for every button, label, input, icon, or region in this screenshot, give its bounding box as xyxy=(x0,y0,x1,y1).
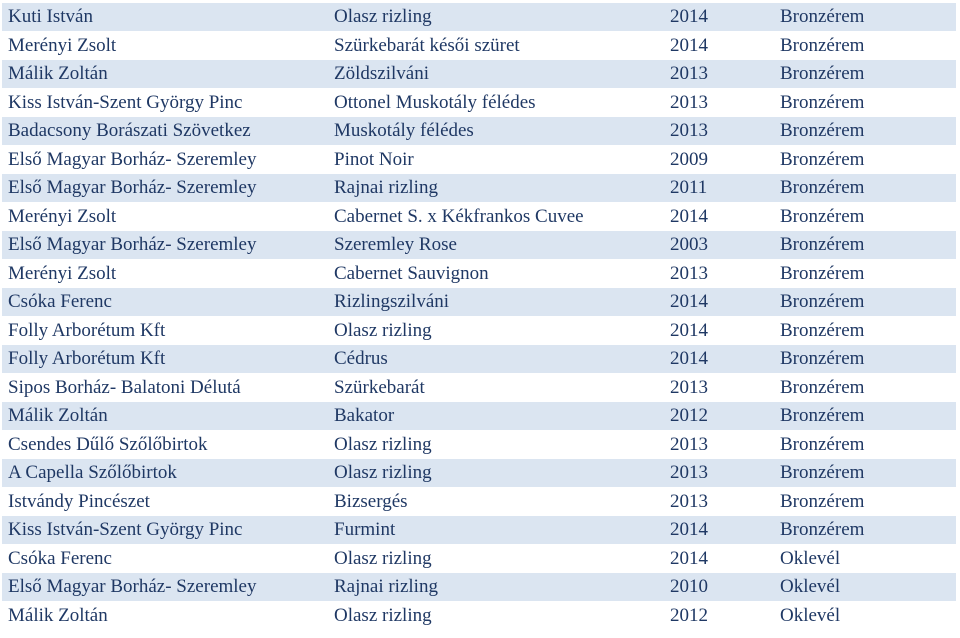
producer-cell: Első Magyar Borház- Szeremley xyxy=(2,231,328,260)
wine-cell: Pinot Noir xyxy=(328,145,662,174)
wine-cell: Olasz rizling xyxy=(328,544,662,573)
table-row xyxy=(2,402,956,431)
year-cell: 2013 xyxy=(662,117,772,146)
producer-cell: Kuti István xyxy=(2,3,328,32)
award-cell: Bronzérem xyxy=(772,31,956,60)
award-cell: Bronzérem xyxy=(772,3,956,32)
wine-cell: Rajnai rizling xyxy=(328,573,662,602)
year-cell: 2012 xyxy=(662,601,772,630)
table-row xyxy=(2,3,956,32)
award-cell: Bronzérem xyxy=(772,259,956,288)
year-cell: 2009 xyxy=(662,145,772,174)
award-table xyxy=(2,2,956,630)
producer-cell: Málik Zoltán xyxy=(2,402,328,431)
award-cell: Bronzérem xyxy=(772,402,956,431)
table-row xyxy=(2,345,956,374)
table-row xyxy=(2,60,956,89)
producer-cell: Folly Arborétum Kft xyxy=(2,345,328,374)
producer-cell: Merényi Zsolt xyxy=(2,202,328,231)
year-cell: 2014 xyxy=(662,3,772,32)
year-cell: 2014 xyxy=(662,31,772,60)
year-cell: 2014 xyxy=(662,316,772,345)
year-cell: 2013 xyxy=(662,60,772,89)
wine-cell: Olasz rizling xyxy=(328,459,662,488)
producer-cell: Merényi Zsolt xyxy=(2,31,328,60)
producer-cell: Első Magyar Borház- Szeremley xyxy=(2,174,328,203)
year-cell: 2011 xyxy=(662,174,772,203)
table-row xyxy=(2,202,956,231)
award-table-body xyxy=(2,3,956,630)
year-cell: 2013 xyxy=(662,373,772,402)
award-cell: Bronzérem xyxy=(772,430,956,459)
award-cell: Bronzérem xyxy=(772,345,956,374)
year-cell: 2014 xyxy=(662,345,772,374)
wine-cell: Olasz rizling xyxy=(328,3,662,32)
year-cell: 2013 xyxy=(662,259,772,288)
year-cell: 2014 xyxy=(662,288,772,317)
wine-cell: Olasz rizling xyxy=(328,601,662,630)
producer-cell: Badacsony Borászati Szövetkez xyxy=(2,117,328,146)
wine-cell: Olasz rizling xyxy=(328,430,662,459)
wine-cell: Ottonel Muskotály félédes xyxy=(328,88,662,117)
award-cell: Oklevél xyxy=(772,544,956,573)
producer-cell: Istvándy Pincészet xyxy=(2,487,328,516)
award-cell: Bronzérem xyxy=(772,60,956,89)
table-row xyxy=(2,373,956,402)
table-row xyxy=(2,259,956,288)
producer-cell: Kiss István-Szent György Pinc xyxy=(2,516,328,545)
award-cell: Oklevél xyxy=(772,601,956,630)
year-cell: 2014 xyxy=(662,544,772,573)
award-cell: Bronzérem xyxy=(772,145,956,174)
wine-cell: Szeremley Rose xyxy=(328,231,662,260)
table-row xyxy=(2,88,956,117)
table-row xyxy=(2,174,956,203)
wine-cell: Cabernet S. x Kékfrankos Cuvee xyxy=(328,202,662,231)
producer-cell: Málik Zoltán xyxy=(2,601,328,630)
award-cell: Bronzérem xyxy=(772,459,956,488)
wine-cell: Cabernet Sauvignon xyxy=(328,259,662,288)
table-row xyxy=(2,487,956,516)
table-row xyxy=(2,316,956,345)
award-cell: Bronzérem xyxy=(772,117,956,146)
producer-cell: Málik Zoltán xyxy=(2,60,328,89)
table-row xyxy=(2,288,956,317)
year-cell: 2012 xyxy=(662,402,772,431)
table-row xyxy=(2,601,956,630)
table-row xyxy=(2,516,956,545)
wine-cell: Furmint xyxy=(328,516,662,545)
wine-cell: Szürkebarát xyxy=(328,373,662,402)
year-cell: 2010 xyxy=(662,573,772,602)
wine-cell: Cédrus xyxy=(328,345,662,374)
year-cell: 2013 xyxy=(662,459,772,488)
award-cell: Bronzérem xyxy=(772,174,956,203)
award-cell: Bronzérem xyxy=(772,487,956,516)
producer-cell: Folly Arborétum Kft xyxy=(2,316,328,345)
year-cell: 2003 xyxy=(662,231,772,260)
year-cell: 2014 xyxy=(662,202,772,231)
year-cell: 2013 xyxy=(662,88,772,117)
year-cell: 2014 xyxy=(662,516,772,545)
award-cell: Bronzérem xyxy=(772,202,956,231)
table-row xyxy=(2,544,956,573)
award-cell: Oklevél xyxy=(772,573,956,602)
wine-cell: Muskotály félédes xyxy=(328,117,662,146)
table-row xyxy=(2,573,956,602)
wine-cell: Bizsergés xyxy=(328,487,662,516)
award-cell: Bronzérem xyxy=(772,88,956,117)
producer-cell: Csóka Ferenc xyxy=(2,288,328,317)
year-cell: 2013 xyxy=(662,487,772,516)
year-cell: 2013 xyxy=(662,430,772,459)
award-cell: Bronzérem xyxy=(772,231,956,260)
wine-cell: Rizlingszilváni xyxy=(328,288,662,317)
producer-cell: Csóka Ferenc xyxy=(2,544,328,573)
producer-cell: Sipos Borház- Balatoni Délutá xyxy=(2,373,328,402)
table-row xyxy=(2,430,956,459)
award-cell: Bronzérem xyxy=(772,516,956,545)
award-cell: Bronzérem xyxy=(772,288,956,317)
wine-cell: Szürkebarát késői szüret xyxy=(328,31,662,60)
table-row xyxy=(2,145,956,174)
award-cell: Bronzérem xyxy=(772,316,956,345)
wine-cell: Bakator xyxy=(328,402,662,431)
producer-cell: Kiss István-Szent György Pinc xyxy=(2,88,328,117)
wine-cell: Rajnai rizling xyxy=(328,174,662,203)
wine-cell: Olasz rizling xyxy=(328,316,662,345)
producer-cell: Merényi Zsolt xyxy=(2,259,328,288)
producer-cell: Első Magyar Borház- Szeremley xyxy=(2,145,328,174)
table-row xyxy=(2,231,956,260)
award-cell: Bronzérem xyxy=(772,373,956,402)
producer-cell: Első Magyar Borház- Szeremley xyxy=(2,573,328,602)
producer-cell: Csendes Dűlő Szőlőbirtok xyxy=(2,430,328,459)
wine-cell: Zöldszilváni xyxy=(328,60,662,89)
table-row xyxy=(2,31,956,60)
table-row xyxy=(2,117,956,146)
table-row xyxy=(2,459,956,488)
producer-cell: A Capella Szőlőbirtok xyxy=(2,459,328,488)
